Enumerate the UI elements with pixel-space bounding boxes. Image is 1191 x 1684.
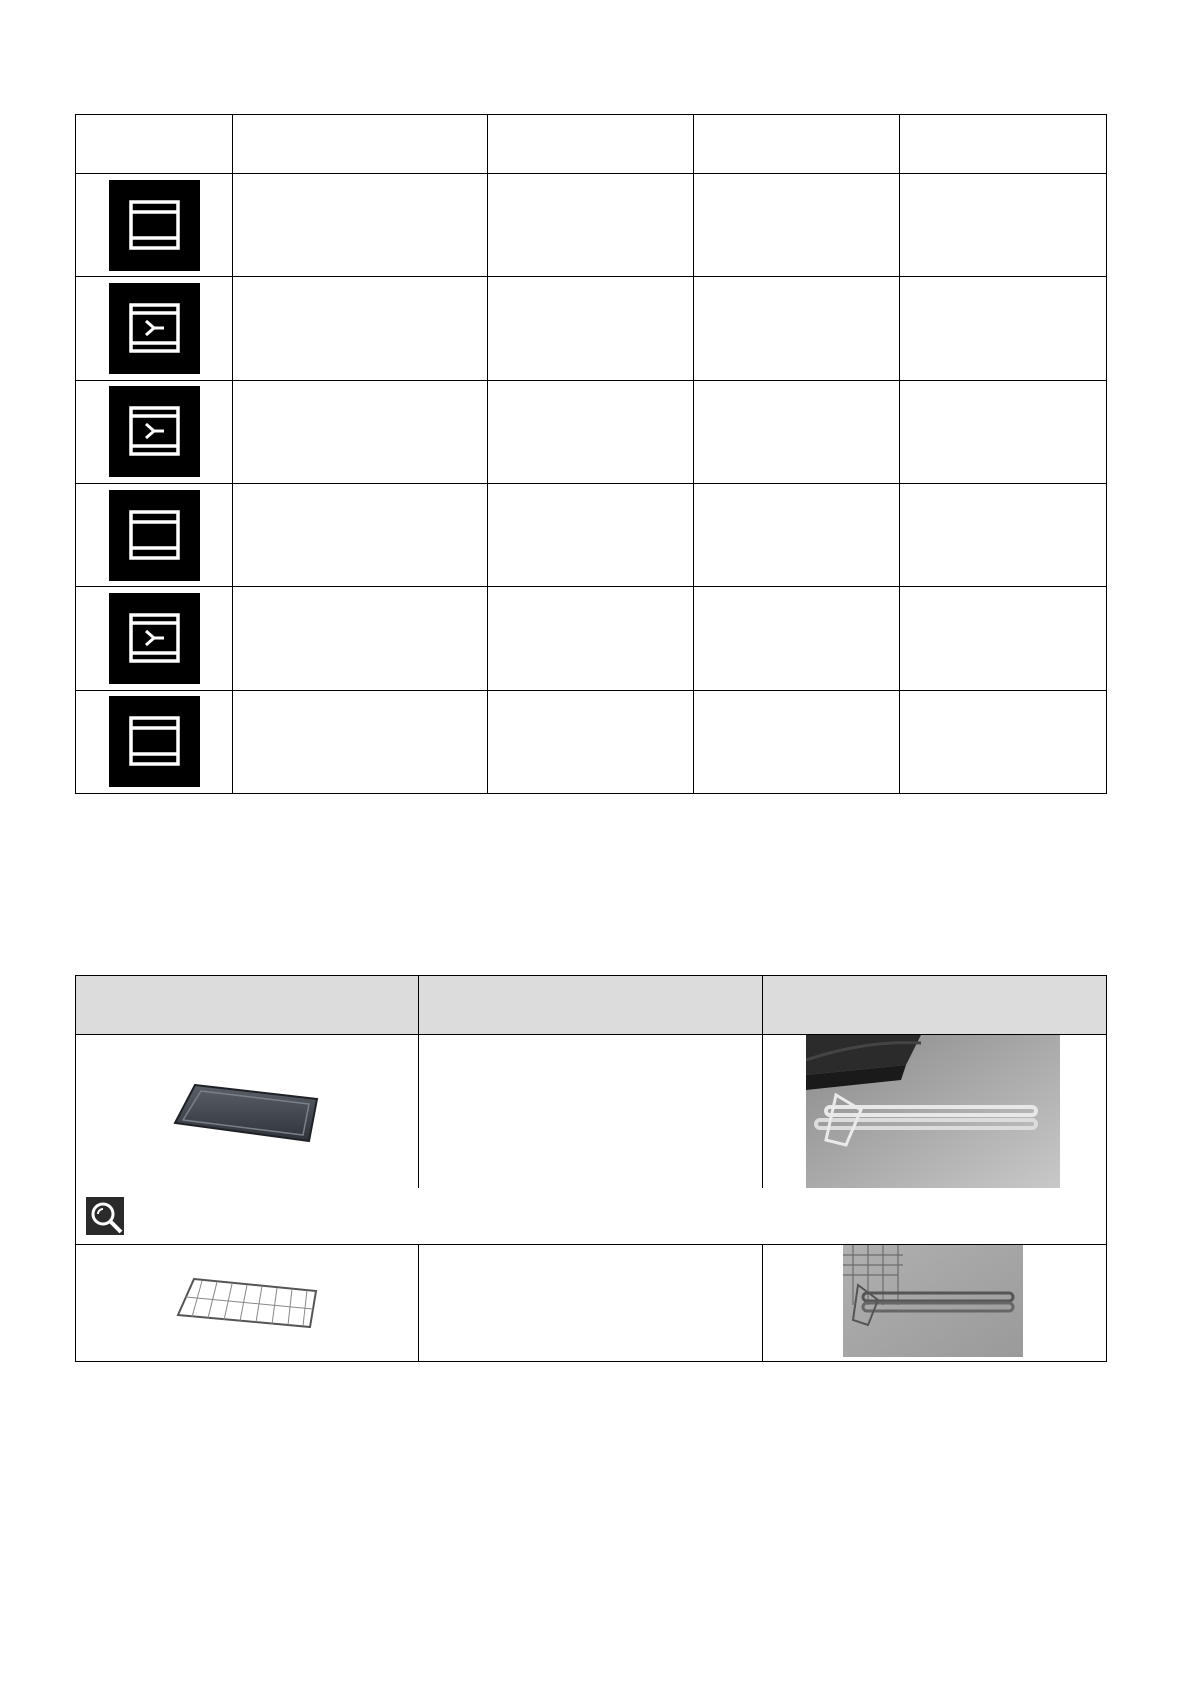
table-cell	[694, 587, 900, 690]
header-cell	[419, 976, 763, 1035]
table-cell	[900, 484, 1107, 587]
table-cell	[488, 277, 694, 380]
table-cell	[900, 690, 1107, 793]
table-cell	[488, 380, 694, 483]
table-cell	[488, 690, 694, 793]
table-cell	[900, 587, 1107, 690]
table-header-row	[76, 115, 1107, 174]
table-cell	[694, 484, 900, 587]
oven-fan-heat-icon	[109, 593, 200, 684]
table-cell	[419, 1035, 763, 1189]
table-row	[76, 380, 1107, 483]
table-row	[76, 587, 1107, 690]
header-cell	[763, 976, 1107, 1035]
table-cell	[900, 380, 1107, 483]
table-cell	[900, 174, 1107, 277]
table-cell	[233, 277, 488, 380]
wire-rack-photo	[76, 1245, 418, 1361]
header-cell	[233, 115, 488, 174]
oven-fan-heat-icon	[109, 386, 200, 477]
oven-modes-table	[75, 114, 1107, 794]
table-cell	[694, 174, 900, 277]
table-header-row	[76, 976, 1107, 1035]
table-cell	[488, 484, 694, 587]
table-cell	[488, 587, 694, 690]
header-cell	[900, 115, 1107, 174]
oven-fan-heat-icon	[109, 283, 200, 374]
table-cell	[233, 174, 488, 277]
magnifier-info-icon	[86, 1197, 124, 1235]
table-cell	[233, 587, 488, 690]
table-cell	[419, 1245, 763, 1362]
table-row	[76, 690, 1107, 793]
oven-top-bottom-heat-icon	[109, 490, 200, 581]
header-cell	[488, 115, 694, 174]
oven-top-bottom-heat-icon	[109, 696, 200, 787]
table-cell	[233, 690, 488, 793]
header-cell	[76, 115, 233, 174]
table-row	[76, 1188, 1107, 1245]
table-cell	[488, 174, 694, 277]
header-cell	[76, 976, 419, 1035]
table-cell	[694, 690, 900, 793]
table-row	[76, 277, 1107, 380]
table-cell	[694, 277, 900, 380]
rack-handle-photo	[843, 1245, 1023, 1357]
table-row	[76, 484, 1107, 587]
table-cell	[233, 484, 488, 587]
table-cell	[900, 277, 1107, 380]
baking-tray-photo	[76, 1035, 418, 1188]
table-cell	[694, 380, 900, 483]
table-row	[76, 1245, 1107, 1362]
table-row	[76, 174, 1107, 277]
table-row	[76, 1035, 1107, 1189]
oven-top-bottom-heat-icon	[109, 180, 200, 271]
header-cell	[694, 115, 900, 174]
accessories-table	[75, 975, 1107, 1362]
tray-handle-photo	[806, 1035, 1060, 1188]
table-cell	[233, 380, 488, 483]
